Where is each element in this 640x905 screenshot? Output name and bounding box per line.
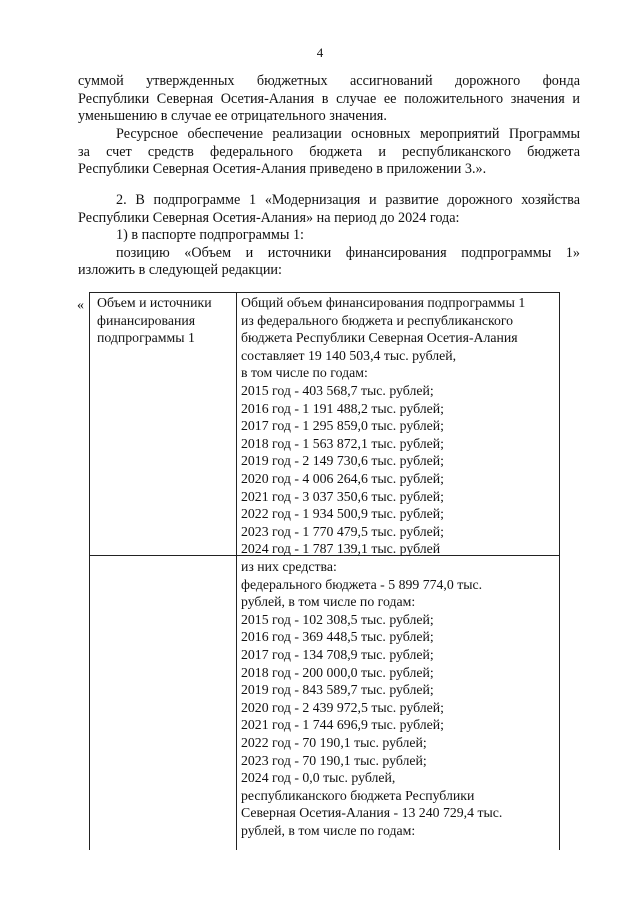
text-line: 2. В подпрограмме 1 «Модернизация и развитие дорожного хозяйства (116, 192, 580, 208)
cell-text-line: бюджета Республики Северная Осетия-Алания (241, 330, 518, 346)
text-line: уменьшению в случае ее отрицательного значения. (78, 108, 387, 124)
cell-text-line: 2023 год - 70 190,1 тыс. рублей; (241, 752, 427, 768)
cell-text-line: в том числе по годам: (241, 365, 368, 381)
cell-text-line: 2015 год - 102 308,5 тыс. рублей; (241, 611, 434, 627)
cell-text-line: 2018 год - 1 563 872,1 тыс. рублей; (241, 435, 445, 451)
text-line: Республики Северная Осетия-Алания приведено в приложении 3.». (78, 161, 487, 177)
cell-text-line: 2022 год - 70 190,1 тыс. рублей; (241, 734, 427, 750)
cell-text-line: 2016 год - 1 191 488,2 тыс. рублей; (241, 400, 445, 416)
table-column-divider (236, 292, 237, 850)
cell-text-line: 2022 год - 1 934 500,9 тыс. рублей; (241, 506, 445, 522)
cell-text-line: рублей, в том числе по годам: (241, 594, 416, 610)
cell-text-line: 2017 год - 1 295 859,0 тыс. рублей; (241, 418, 445, 434)
cell-text-line: 2020 год - 4 006 264,6 тыс. рублей; (241, 470, 445, 486)
cell-text-line: Объем и источники (97, 295, 212, 310)
cell-text-line: 2021 год - 3 037 350,6 тыс. рублей; (241, 488, 445, 504)
financing-table (89, 292, 560, 850)
cell-text-line: 2015 год - 403 568,7 тыс. рублей; (241, 382, 434, 398)
cell-text-line: 2019 год - 2 149 730,6 тыс. рублей; (241, 453, 445, 469)
cell-text-line: рублей, в том числе по годам: (241, 822, 416, 838)
cell-text-line: республиканского бюджета Республики (241, 787, 475, 803)
cell-text-line: 2018 год - 200 000,0 тыс. рублей; (241, 664, 434, 680)
cell-text-line: из федерального бюджета и республиканского (241, 312, 514, 328)
paragraph (78, 126, 580, 179)
cell-text-line: 2024 год - 1 787 139,1 тыс. рублей (241, 541, 441, 557)
text-line: изложить в следующей редакции: (78, 262, 282, 278)
table-cell-position-name (97, 294, 212, 347)
text-line: позицию «Объем и источники финансирования подпрограммы 1» (116, 244, 580, 261)
cell-text-line: финансирования (97, 312, 196, 328)
cell-text-line: 2017 год - 134 708,9 тыс. рублей; (241, 646, 434, 662)
cell-text-line: 2019 год - 843 589,7 тыс. рублей; (241, 682, 434, 698)
text-line: Ресурсное обеспечение реализации основных мероприятий Программы (116, 126, 580, 142)
paragraph (78, 192, 580, 280)
text-line: Республики Северная Осетия-Алания» на период до 2024 года: (78, 209, 460, 226)
table-border-top (89, 292, 560, 293)
table-cell-total-financing (241, 294, 525, 558)
table-border-right (559, 292, 560, 850)
cell-text-line: федерального бюджета - 5 899 774,0 тыс. (241, 576, 483, 592)
cell-text-line: из них средства: (241, 559, 337, 574)
page-number: 4 (316, 45, 324, 60)
cell-text-line: Северная Осетия-Алания - 13 240 729,4 тыс. (241, 805, 503, 821)
paragraph (78, 73, 580, 126)
cell-text-line: 2023 год - 1 770 479,5 тыс. рублей; (241, 523, 445, 539)
cell-text-line: 2016 год - 369 448,5 тыс. рублей; (241, 629, 434, 645)
cell-text-line: подпрограммы 1 (97, 330, 195, 346)
cell-text-line: Общий объем финансирования подпрограммы 1 (241, 295, 526, 310)
text-line: суммой утвержденных бюджетных ассигнований дорожного фонда (78, 73, 580, 89)
cell-text-line: составляет 19 140 503,4 тыс. рублей, (241, 347, 457, 363)
cell-text-line: 2021 год - 1 744 696,9 тыс. рублей; (241, 717, 445, 733)
cell-text-line: 2020 год - 2 439 972,5 тыс. рублей; (241, 699, 445, 715)
cell-text-line: 2024 год - 0,0 тыс. рублей, (241, 770, 396, 786)
text-line: 1) в паспорте подпрограммы 1: (116, 227, 304, 243)
table-cell-financing-sources (241, 558, 502, 840)
text-line: за счет средств федерального бюджета и республиканского бюджета (78, 143, 580, 160)
table-border-left (89, 292, 90, 850)
text-line: Республики Северная Осетия-Алания в случае ее положительного значения и (78, 90, 580, 107)
opening-quote-mark: « (77, 298, 84, 313)
